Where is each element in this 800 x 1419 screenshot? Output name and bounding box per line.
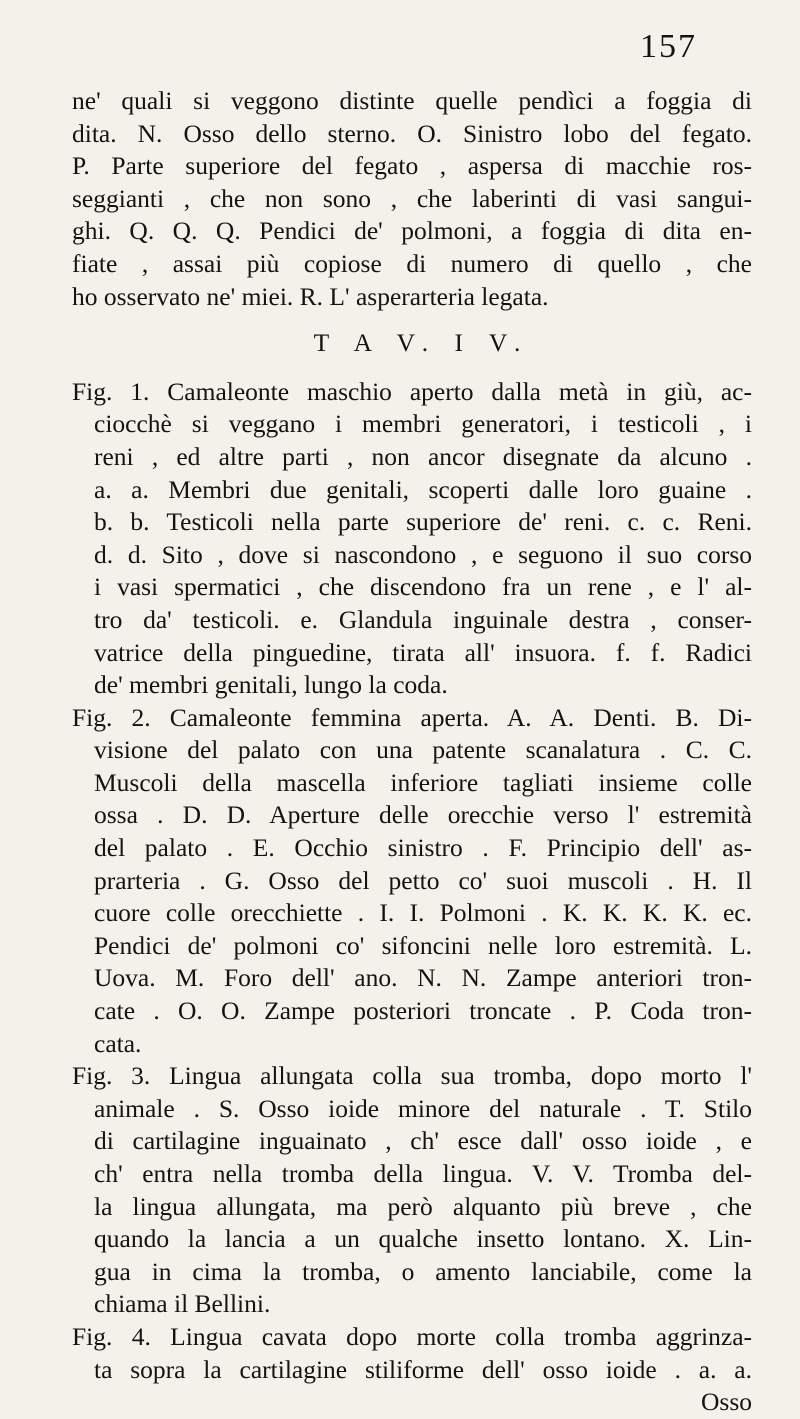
text-line: di cartilagine inguainato , ch' esce dall' osso ioide , e: [94, 1126, 752, 1156]
text-line: tro da' testicoli. e. Glandula inguinale destra , conser-: [94, 604, 752, 634]
text-line: cata.: [94, 1028, 142, 1058]
text-line: quando la lancia a un qualche insetto lontano. X. Lin-: [94, 1224, 752, 1254]
text-line: d. d. Sito , dove si nascondono , e seguono il suo corso: [94, 539, 752, 569]
text-line: vatrice della pinguedine, tirata all' insuora. f. f. Radici: [94, 637, 752, 667]
text-line: ossa . D. D. Aperture delle orecchie verso l' estremità: [94, 800, 752, 830]
text-line: ciocchè si veggano i membri generatori, i testicoli , i: [94, 409, 752, 439]
text-line: Fig. 4. Lingua cavata dopo morte colla tromba aggrinza-: [72, 1321, 752, 1351]
text-line: de' membri genitali, lungo la coda.: [94, 670, 448, 700]
text-line: a. a. Membri due genitali, scoperti dalle loro guaine .: [94, 474, 752, 504]
text-line: del palato . E. Occhio sinistro . F. Principio dell' as-: [94, 833, 752, 863]
text-line: fiate , assai più copiose di numero di quello , che: [72, 248, 752, 278]
text-line: ta sopra la cartilagine stiliforme dell' osso ioide . a. a.: [94, 1354, 752, 1384]
text-line: reni , ed altre parti , non ancor disegnate da alcuno .: [94, 441, 752, 471]
text-line: dita. N. Osso dello sterno. O. Sinistro lobo del fegato.: [72, 118, 752, 148]
text-line: prarteria . G. Osso del petto co' suoi muscoli . H. Il: [94, 865, 752, 895]
text-line: Muscoli della mascella inferiore tagliati insieme colle: [94, 767, 752, 797]
page-number: 157: [640, 28, 697, 65]
text-line: b. b. Testicoli nella parte superiore de' reni. c. c. Reni.: [94, 507, 752, 537]
text-line: Pendici de' polmoni co' sifoncini nelle loro estremità. L.: [94, 930, 752, 960]
text-line: i vasi spermatici , che discendono fra un rene , e l' al-: [94, 572, 752, 602]
text-line: cuore colle orecchiette . I. I. Polmoni . K. K. K. K. ec.: [94, 898, 752, 928]
text-line: chiama il Bellini.: [94, 1289, 271, 1319]
text-line: animale . S. Osso ioide minore del naturale . T. Stilo: [94, 1093, 752, 1123]
text-line: Fig. 2. Camaleonte femmina aperta. A. A. Denti. B. Di-: [72, 702, 752, 732]
text-line: gua in cima la tromba, o amento lanciabile, come la: [94, 1256, 752, 1286]
text-line: Fig. 1. Camaleonte maschio aperto dalla metà in giù, ac-: [72, 376, 752, 406]
text-line: Fig. 3. Lingua allungata colla sua tromba, dopo morto l': [72, 1061, 752, 1091]
text-line: ch' entra nella tromba della lingua. V. V. Tromba del-: [94, 1159, 752, 1188]
text-line: seggianti , che non sono , che laberinti di vasi sangui-: [72, 183, 752, 213]
text-line: la lingua allungata, ma però alquanto più breve , che: [94, 1191, 752, 1221]
text-line: ho osservato ne' miei. R. L' asperarteria legata.: [72, 281, 549, 311]
text-line: ne' quali si veggono distinte quelle pendìci a foggia di: [72, 86, 752, 115]
body-text: [72, 85, 752, 1419]
text-line: Uova. M. Foro dell' ano. N. N. Zampe anteriori tron-: [94, 963, 752, 993]
text-line: ghi. Q. Q. Q. Pendici de' polmoni, a foggia di dita en-: [72, 216, 752, 246]
section-heading: T A V. I V.: [313, 328, 531, 358]
text-line: cate . O. O. Zampe posteriori troncate . P. Coda tron-: [94, 996, 752, 1026]
text-line: P. Parte superiore del fegato , aspersa di macchie ros-: [72, 151, 752, 181]
text-line: visione del palato con una patente scanalatura . C. C.: [94, 735, 752, 765]
catchword: Osso: [700, 1387, 752, 1417]
